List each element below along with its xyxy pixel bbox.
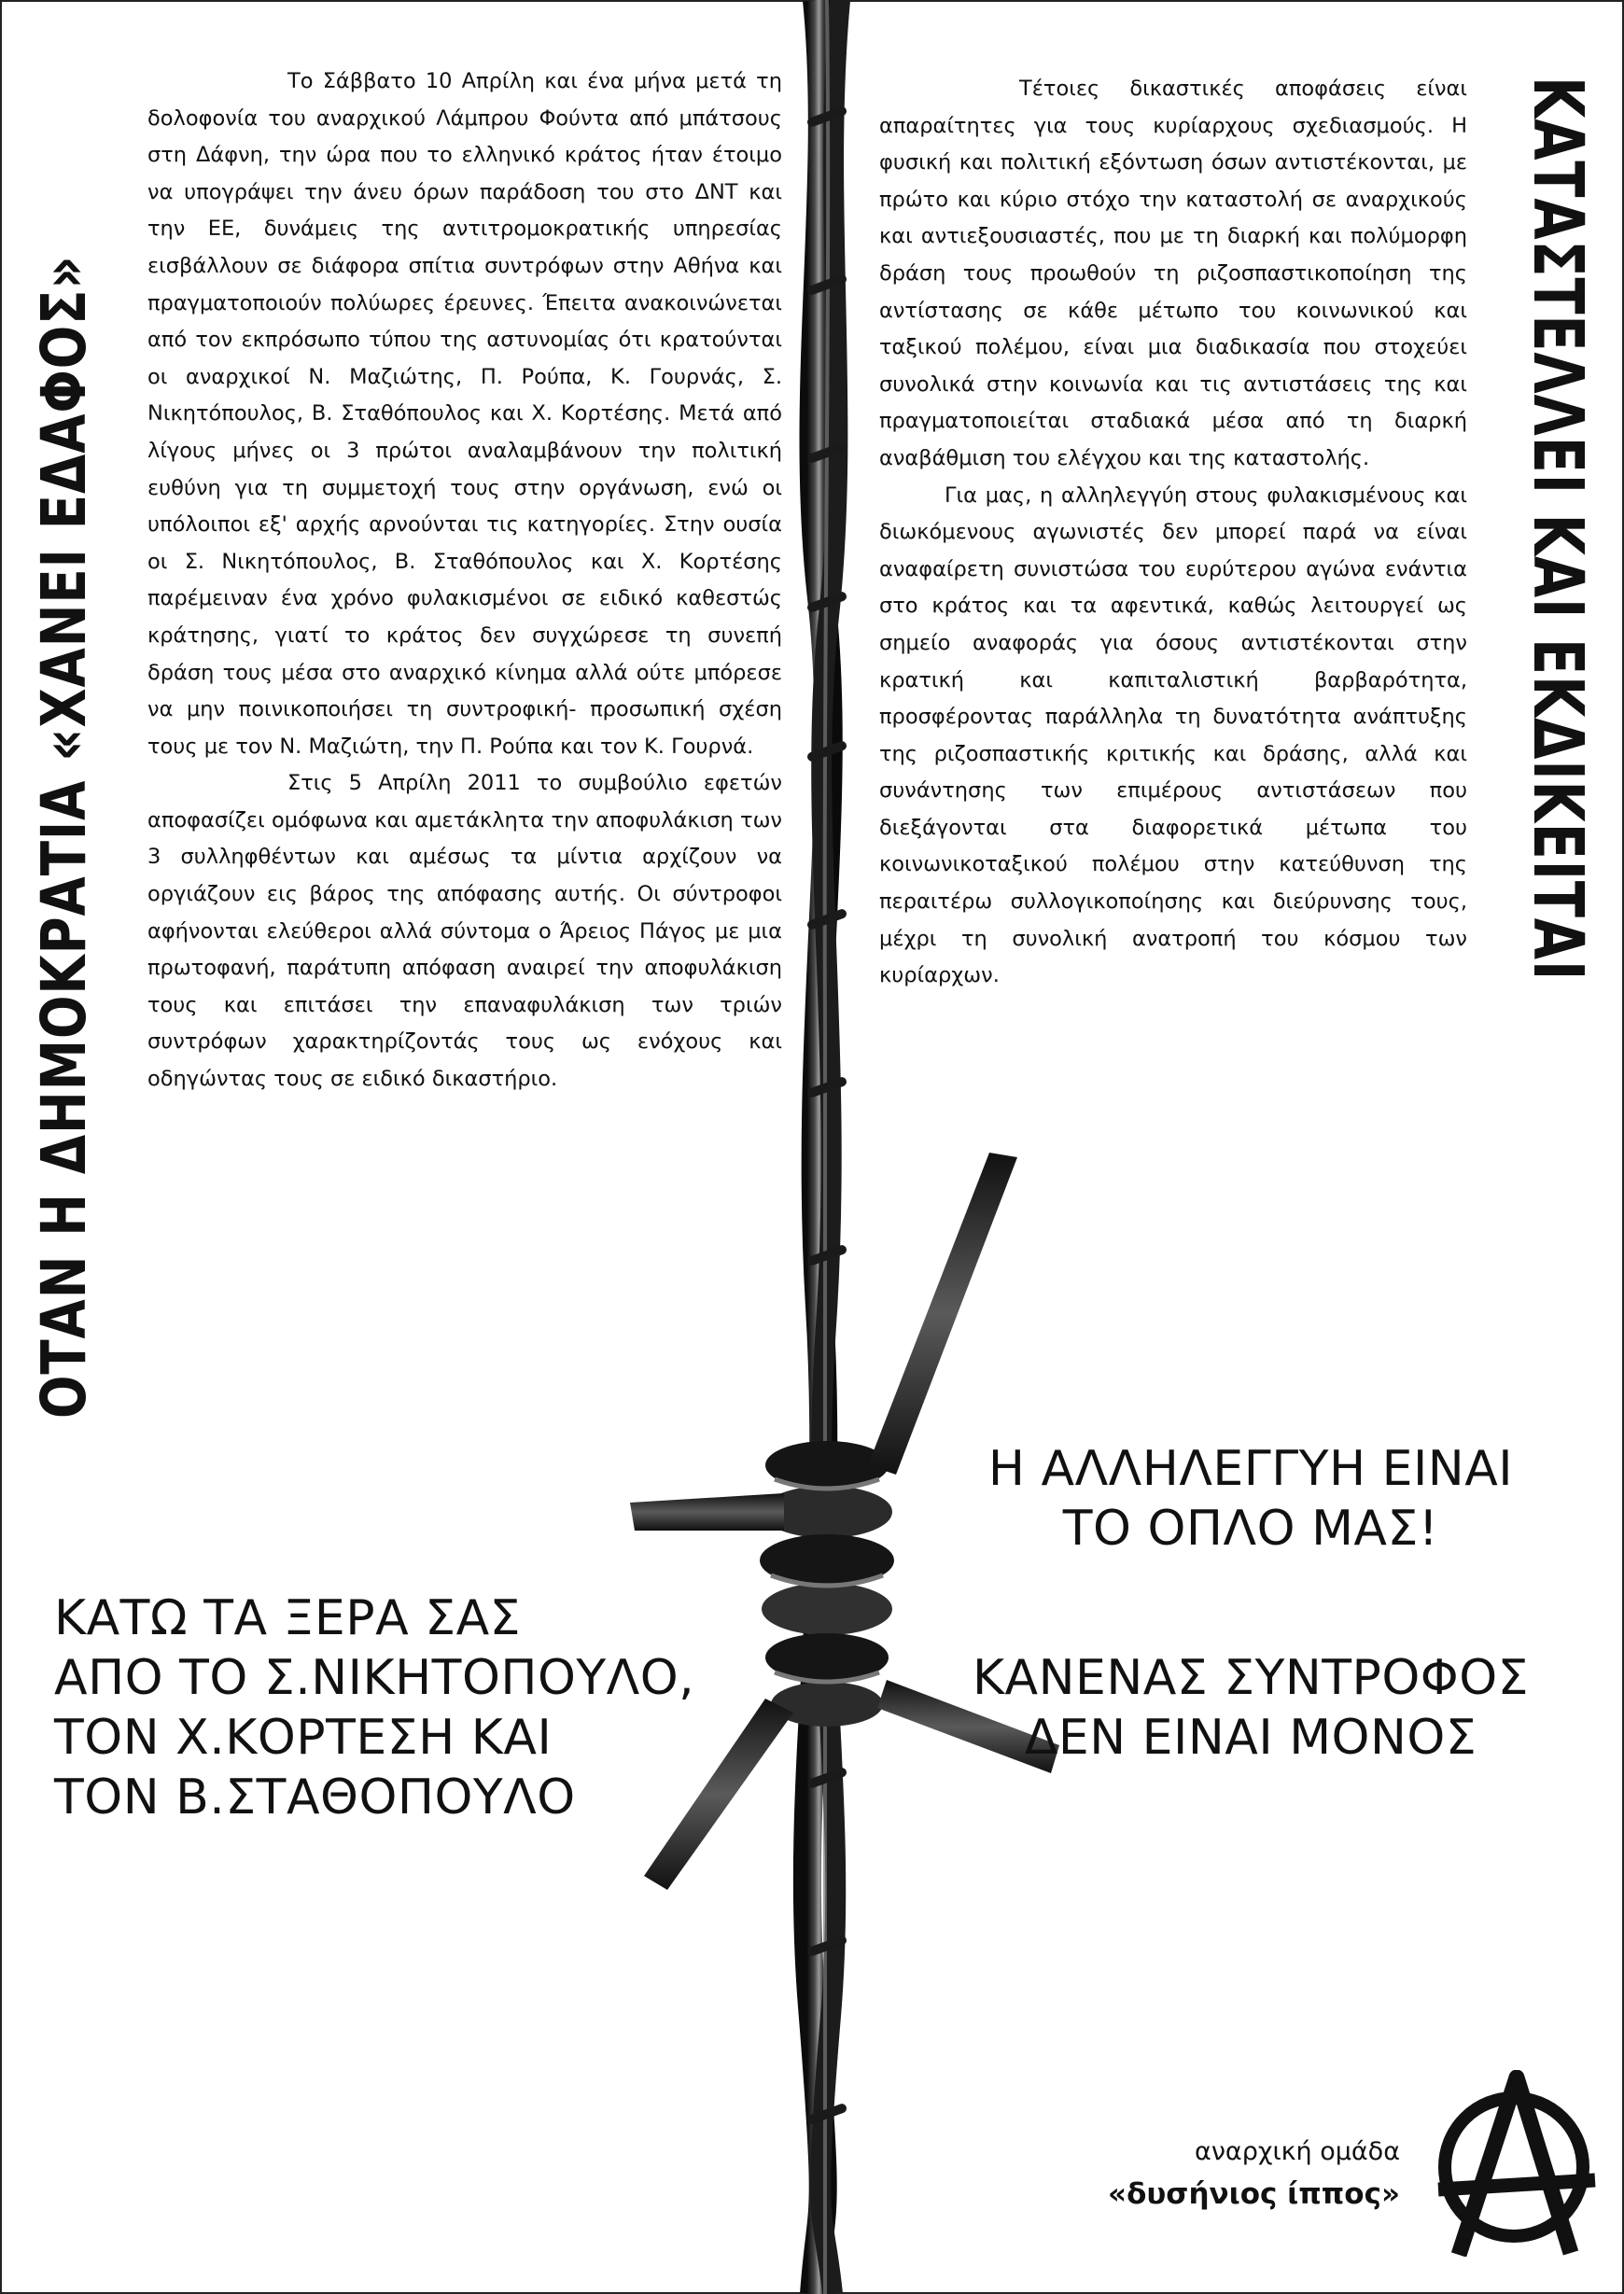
slogan-right-1-line-1: Η ΑΛΛΗΛΕΓΓΥΗ ΕΙΝΑΙ <box>987 1441 1514 1497</box>
slogan-left-line-3: ΤΟΝ Χ.ΚΟΡΤΕΣΗ ΚΑΙ <box>54 1710 553 1766</box>
signature-block <box>1108 2132 1400 2216</box>
signature-group-name: «δυσήνιος ίππος» <box>1108 2177 1400 2211</box>
slogan-left-line-4: ΤΟΝ Β.ΣΤΑΘΟΠΟΥΛΟ <box>54 1769 576 1825</box>
slogan-right-2-line-2: ΔΕΝ ΕΙΝΑΙ ΜΟΝΟΣ <box>1024 1710 1477 1766</box>
main-title-left: ΟΤΑΝ Η ΔΗΜΟΚΡΑΤΙΑ «ΧΑΝΕΙ ΕΔΑΦΟΣ» <box>28 255 100 1420</box>
slogan-right-2-line-1: ΚΑΝΕΝΑΣ ΣΥΝΤΡΟΦΟΣ <box>972 1650 1530 1706</box>
main-title-right: ΚΑΤΑΣΤΕΛΛΕΙ ΚΑΙ ΕΚΔΙΚΕΙΤΑΙ <box>1518 77 1598 982</box>
slogan-release-prisoners <box>54 1588 694 1827</box>
signature-group-label: αναρχική ομάδα <box>1195 2137 1400 2166</box>
right-paragraph-2: Για μας, η αλληλεγγύη στους φυλακισμένους και διωκόμενους αγωνιστές δεν μπορεί παρά να είναι αναφαίρετη συνιστώσα του ευρύτερου αγώνα ενάντια στο κράτος και τα αφεντικά, καθώς λειτουργεί ως σημείο αναφοράς για όσους αντιστέκονται στην κρατική και καπιταλιστική βαρβαρότητα, προσφέροντας παράλληλα τη δυνατότητα ανάπτυξης της ριζοσπαστικής κριτικής και δράσης, αλλά και συνάντησης των επιμέρους αντιστάσεων που διεξάγονται στα διαφορετικά μέτωπα του κοινωνικοταξικού πολέμου στην κατεύθυνση της περαιτέρω συλλογικοποίησης και διεύρυνσης τους, μέχρι τη συνολική ανατροπή του κόσμου των κυρίαρχων. <box>879 483 1467 988</box>
left-paragraph-2: Στις 5 Απρίλη 2011 το συμβούλιο εφετών αποφασίζει ομόφωνα και αμετάκλητα την αποφυλάκιση των 3 συλληφθέντων και αμέσως τα μίντια αρχίζουν να οργιάζουν εις βάρος της απόφασης αυτής. Οι σύντροφοι αφήνονται ελεύθεροι αλλά σύντομα ο Άρειος Πάγος με μια πρωτοφανή, παράτυπη απόφαση αναιρεί την αποφυλάκιση τους και επιτάσει την επαναφυλάκιση των τριών συντρόφων χαρακτηρίζοντάς τους ως ενόχους και οδηγώντας τους σε ειδικό δικαστήριο. <box>147 771 782 1092</box>
slogan-solidarity <box>933 1439 1568 1559</box>
left-paragraph-1: Το Σάββατο 10 Απρίλη και ένα μήνα μετά τη δολοφονία του αναρχικού Λάμπρου Φούντα από μπάτσους στη Δάφνη, την ώρα που το ελληνικό κράτος ήταν έτοιμο να υπογράψει την άνευ όρων παράδοση του στο ΔΝΤ και την ΕΕ, δυνάμεις της αντιτρομοκρατικής υπηρεσίας εισβάλλουν σε διάφορα σπίτια συντρόφων στην Αθήνα και πραγματοποιούν πολύωρες έρευνες. Έπειτα ανακοινώνεται από τον εκπρόσωπο τύπου της αστυνομίας ότι κρατούνται οι αναρχικοί Ν. Μαζιώτης, Π. Ρούπα, Κ. Γουρνάς, Σ. Νικητόπουλος, Β. Σταθόπουλος και Χ. Κορτέσης. Μετά από λίγους μήνες οι 3 πρώτοι αναλαμβάνουν την πολιτική ευθύνη για τη συμμετοχή τους στην οργάνωση, ενώ οι υπόλοιποι εξ' αρχής αρνούνται τις κατηγορίες. Στην ουσία οι Σ. Νικητόπουλος, Β. Σταθόπουλος και Χ. Κορτέσης παρέμειναν ένα χρόνο φυλακισμένοι σε ειδικό καθεστώς κράτησης, γιατί το κράτος δεν συγχώρεσε τη συνεπή δράση τους μέσα στο αναρχικό κίνημα αλλά ούτε μπόρεσε να μην ποινικοποιήσει τη συντροφική- προσωπική σχέση τους με τον Ν. Μαζιώτη, την Π. Ρούπα και τον Κ. Γουρνά. <box>147 69 782 759</box>
left-text-column <box>147 63 782 1098</box>
circle-a-anarchy-icon <box>1431 2070 1597 2257</box>
right-text-column <box>879 71 1467 995</box>
slogan-no-comrade-alone <box>933 1648 1568 1768</box>
right-paragraph-1: Τέτοιες δικαστικές αποφάσεις είναι απαραίτητες για τους κυρίαρχους σχεδιασμούς. Η φυσική και πολιτική εξόντωση όσων αντιστέκονται, με πρώτο και κύριο στόχο την καταστολή σε αναρχικούς και αντιεξουσιαστές, που με τη διαρκή και πολύμορφη δράση τους προωθούν τη ριζοσπαστικοποίηση της αντίστασης σε κάθε μέτωπο του κοινωνικού και ταξικού πολέμου, είναι μια διαδικασία που στοχεύει συνολικά στην κοινωνία και τις αντιστάσεις της και πραγματοποιείται σταδιακά μέσα από τη διαρκή αναβάθμιση του ελέγχου και της καταστολής. <box>879 77 1467 470</box>
slogan-left-line-1: ΚΑΤΩ ΤΑ ΞΕΡΑ ΣΑΣ <box>54 1590 522 1646</box>
slogan-right-1-line-2: ΤΟ ΟΠΛΟ ΜΑΣ! <box>1062 1501 1439 1557</box>
slogan-left-line-2: ΑΠΟ ΤΟ Σ.ΝΙΚΗΤΟΠΟΥΛΟ, <box>54 1650 695 1706</box>
